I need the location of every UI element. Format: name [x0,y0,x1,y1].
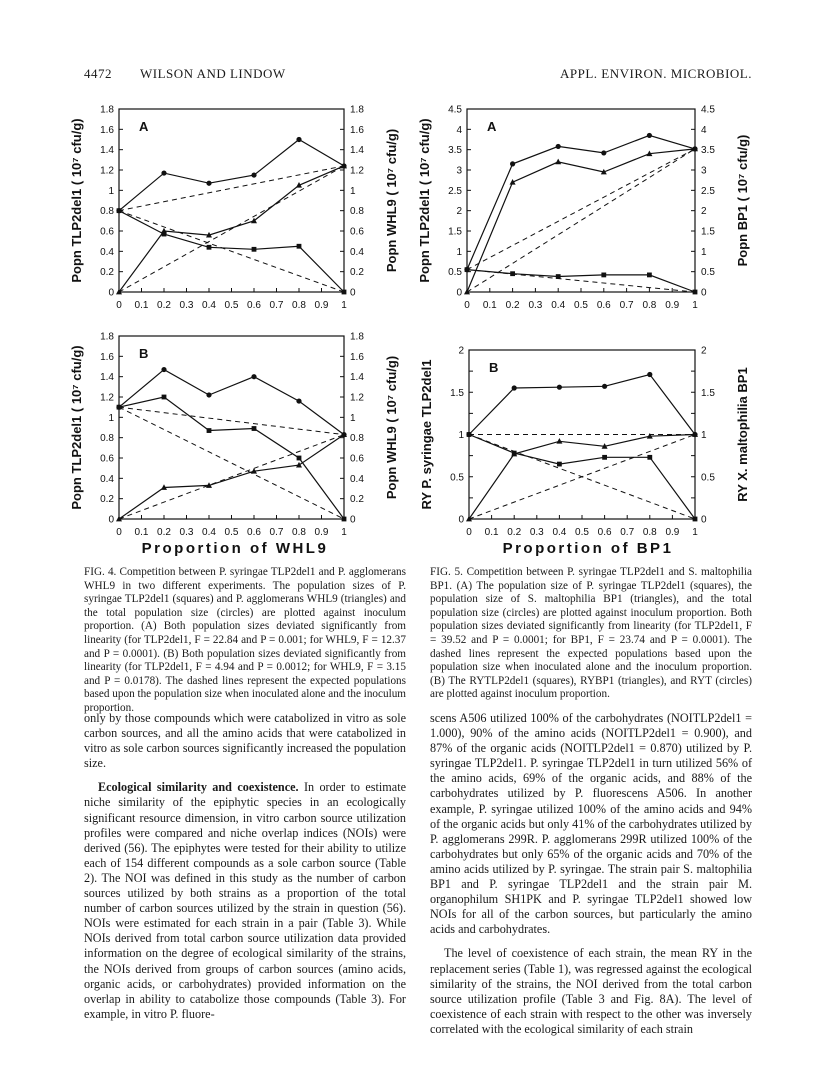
data-point-square [117,405,122,410]
series-line-circle [119,370,344,435]
y-tick-label-left: 0.6 [100,226,114,238]
y-tick-label-left: 0 [108,514,114,526]
data-point-square [252,247,257,252]
data-point-triangle [555,159,561,165]
y-tick-label-right: 4 [701,124,707,136]
left-text-column [84,711,406,1022]
x-tick-label: 0.8 [292,300,306,311]
y-axis-title-right: Popn WHL9 ( 10⁷ cfu/g) [384,355,399,500]
data-point-square [117,208,122,213]
expected-dashed-line [119,407,344,519]
right-paragraph-2: The level of coexistence of each strain, the mean RY in the replacement series (Table 1), was regressed against the ecological similarity of the strains, the NOI derived from the total carbon source utilization profile (Table 3 and Fig. 8A). The level of coexistence of each strain with respect to the other was inversely correlated with the ecological similarity of each strain [430,946,752,1036]
y-tick-label-left: 1 [108,412,114,424]
y-tick-label-right: 0.5 [701,472,715,484]
y-tick-label-left: 1 [108,185,114,197]
y-axis-title-right: RY X. maltophilia BP1 [735,367,750,502]
y-tick-label-right: 0 [701,514,707,526]
y-tick-label-right: 1.8 [350,104,364,116]
y-tick-label-left: 0.8 [100,433,114,445]
data-point-square [297,456,302,461]
x-tick-label: 0 [466,527,472,538]
x-tick-label: 0.4 [552,527,567,538]
expected-dashed-line [119,166,344,292]
y-axis-title-right: Popn BP1 ( 10⁷ cfu/g) [735,134,750,267]
x-tick-label: 0.5 [575,527,589,538]
data-point-circle [251,172,256,177]
y-axis-title-left: RY P. syringae TLP2del1 [419,359,434,510]
y-tick-label-left: 0 [108,287,114,299]
y-tick-label-right: 0 [350,514,356,526]
x-tick-label: 0.7 [620,527,635,538]
x-tick-label: 0.4 [202,527,216,538]
y-tick-label-right: 1 [350,185,356,197]
y-tick-label-right: 1.6 [350,351,364,363]
y-axis-title-left: Popn TLP2del1 ( 10⁷ cfu/g) [69,118,84,283]
y-tick-label-left: 0.2 [100,494,114,506]
x-tick-label: 0.1 [134,527,149,538]
x-tick-label: 0.2 [157,527,171,538]
x-tick-label: 0.6 [247,300,261,311]
y-tick-label-right: 0.2 [350,494,364,506]
y-tick-label-right: 0.8 [350,433,364,445]
y-tick-label-left: 1.2 [100,392,114,404]
data-point-circle [161,170,166,175]
expected-dashed-line [119,211,344,292]
y-tick-label-right: 1.6 [350,124,364,136]
x-tick-label: 0.4 [202,300,216,311]
y-tick-label-left: 2 [458,345,464,357]
y-tick-label-right: 1.4 [350,145,364,157]
data-point-circle [602,384,607,389]
y-tick-label-right: 1.4 [350,372,364,384]
y-tick-label-left: 3 [456,165,462,177]
data-point-circle [161,367,166,372]
series-line-circle [467,135,695,269]
y-tick-label-right: 1.5 [701,226,715,238]
y-tick-label-right: 1.2 [350,392,364,404]
figure-4-xlabel-wrap [64,536,404,560]
page-number: 4472 [84,66,112,81]
data-point-square [252,426,257,431]
data-point-circle [296,398,301,403]
x-tick-label: 0.8 [642,300,657,311]
y-tick-label-left: 1.2 [100,165,114,177]
data-point-square [601,273,606,278]
y-tick-label-right: 2.5 [701,185,715,197]
y-tick-label-right: 0.2 [350,267,364,279]
expected-dashed-line [119,435,344,519]
figure-5a-chart [412,95,762,317]
y-axis-title-left: Popn TLP2del1 ( 10⁷ cfu/g) [417,118,432,283]
y-tick-label-right: 2 [701,206,707,218]
y-tick-label-left: 0 [456,287,462,299]
panel-letter: B [139,346,149,361]
y-tick-label-right: 0.4 [350,473,364,485]
x-tick-label: 0.1 [134,300,149,311]
running-authors: WILSON AND LINDOW [140,66,286,81]
y-tick-label-right: 1.5 [701,387,715,399]
y-tick-label-left: 0.5 [450,472,464,484]
y-tick-label-right: 3.5 [701,145,715,157]
figure-5-xlabel: Proportion of BP1 [502,540,674,557]
y-tick-label-right: 4.5 [701,104,715,116]
series-line-circle [119,140,344,211]
data-point-circle [601,150,606,155]
data-point-square [693,290,698,295]
data-point-circle [647,372,652,377]
figure-5-xlabel-wrap [412,536,762,560]
x-tick-label: 1 [692,527,698,538]
figure-4-caption-text: FIG. 4. Competition between P. syringae TLP2del1 and P. agglomerans WHL9 in two different experiments. The population sizes of P. syringae TLP2del1 (squares) and P. agglomerans WHL9 (triangles) and the total population size (circles) are plotted against inoculum proportion. (A) Both population sizes deviated significantly from linearity (for TLP2del1, F = 22.84 and P = 0.001; for WHL9, F = 12.37 and P = 0.0001). (B) Both population sizes deviated significantly from linearity (for TLP2del1, F = 4.94 and P = 0.0012; for WHL9, F = 3.15 and P = 0.0178). The dashed lines represent the expected populations based upon the population size when inoculated alone and the inoculum proportion. [84,566,406,714]
y-tick-label-left: 1 [456,246,462,258]
y-tick-label-left: 0 [458,514,464,526]
y-tick-label-left: 1.6 [100,351,114,363]
x-tick-label: 0.8 [642,527,657,538]
x-tick-label: 0.8 [292,527,306,538]
y-tick-label-left: 1.5 [450,387,464,399]
y-tick-label-left: 1.6 [100,124,114,136]
x-tick-label: 1 [341,527,347,538]
data-point-circle [556,144,561,149]
data-point-triangle [296,462,302,468]
x-tick-label: 0.3 [528,300,543,311]
plot-frame [467,109,695,292]
left-paragraph-2-text: In order to estimate niche similarity of the epiphytic species in an ecologically significant resource dimension, in vitro carbon source utilization profiles were compared and niche overlap indices (NOIs) were derived (56). The epiphytes were tested for their ability to utilize each of 154 different compounds as a sole carbon source (Table 2). The NOI was defined in this study as the number of carbon sources utilized by both strains as a proportion of the total number of carbon sources utilized by the strain in question (56). NOIs were estimated for each strain in a pair (Table 3). While NOIs derived from total carbon source utilization data provided information on the degree of ecological similarity of the strains, the NOIs derived from groups of carbon sources (amino acids, organic acids, or carbohydrates) provided information on the overlap in ability to catabolize those compounds (Table 3). For example, in vitro P. fluore- [84,780,406,1021]
x-tick-label: 0.7 [269,300,284,311]
data-point-square [207,428,212,433]
y-tick-label-right: 0.6 [350,226,364,238]
x-tick-label: 0 [464,300,470,311]
y-tick-label-left: 1.5 [448,226,462,238]
left-paragraph-2 [84,780,406,1022]
x-tick-label: 0.7 [269,527,284,538]
y-tick-label-left: 0.4 [100,246,114,258]
y-tick-label-left: 0.2 [100,267,114,279]
figure-5-caption [430,566,752,702]
data-point-square [693,517,698,522]
running-journal: APPL. ENVIRON. MICROBIOL. [560,66,752,81]
x-tick-label: 0.2 [157,300,171,311]
figure-4b-chart [64,322,404,544]
y-tick-label-right: 1 [701,430,707,441]
y-tick-label-left: 4 [456,124,462,136]
data-point-square [647,455,652,460]
x-tick-label: 0.1 [484,527,499,538]
x-tick-label: 0.5 [224,527,239,538]
x-tick-label: 0.3 [179,527,194,538]
data-point-square [557,462,562,467]
data-point-square [465,267,470,272]
figure-4-xlabel: Proportion of WHL9 [141,540,329,557]
section-heading: Ecological similarity and coexistence. [98,780,299,795]
x-tick-label: 1 [341,300,347,311]
data-point-square [342,290,347,295]
x-tick-label: 0.9 [665,527,680,538]
x-tick-label: 0.9 [665,300,680,311]
x-tick-label: 0.3 [179,300,194,311]
y-tick-label-left: 2 [456,206,462,218]
y-tick-label-left: 1.8 [100,104,114,116]
data-point-circle [206,181,211,186]
data-point-circle [206,392,211,397]
x-tick-label: 0.1 [482,300,497,311]
panel-letter: A [487,119,497,134]
y-tick-label-left: 1 [458,430,464,441]
y-tick-label-right: 0.5 [701,267,715,279]
x-tick-label: 0.4 [551,300,566,311]
plot-frame [119,336,344,519]
y-tick-label-left: 2.5 [448,185,462,197]
y-tick-label-right: 0.4 [350,246,364,258]
data-point-square [342,517,347,522]
y-tick-label-right: 0.6 [350,453,364,465]
y-tick-label-right: 3 [701,165,707,177]
x-tick-label: 0.9 [314,300,329,311]
series-line-circle [469,375,695,435]
y-tick-label-left: 0.5 [448,267,462,279]
y-tick-label-right: 1.8 [350,331,364,343]
data-point-circle [296,137,301,142]
expected-dashed-line [119,166,344,211]
right-text-column [430,711,752,1037]
x-tick-label: 0.7 [619,300,634,311]
data-point-square [510,271,515,276]
y-tick-label-left: 1.8 [100,331,114,343]
x-tick-label: 0.5 [224,300,239,311]
data-point-square [467,432,472,437]
y-tick-label-left: 0.6 [100,453,114,465]
x-tick-label: 0.6 [597,527,612,538]
y-tick-label-right: 1.2 [350,165,364,177]
x-tick-label: 0.2 [505,300,520,311]
data-point-circle [557,385,562,390]
right-paragraph-1: scens A506 utilized 100% of the carbohydrates (NOITLP2del1 = 1.000), 90% of the amino acids (NOITLP2del1 = 0.900), and 87% of the organic acids (NOITLP2del1 = 0.870) utilized by P. syringae TLP2del1. P. syringae TLP2del1 in turn utilized 56% of the amino acids, 69% of the organic acids, and 88% of the carbohydrates utilized by P. fluorescens A506. In another example, P. syringae utilized 100% of the amino acids and 94% of the organic acids but only 41% of the carbohydrates utilized by P. agglomerans 299R. P. agglomerans 299R utilized 100% of the carbohydrates but only 65% of the organic acids and 70% of the amino acids utilized by P. syringae. The strain pair S. maltophilia BP1 and P. syringae TLP2del1 and the strain pair M. organophilum SH1PK and P. syringae TLP2del1 showed low NOIs for all of the carbon sources, but particularly the amino acids and carbohydrates. [430,711,752,937]
y-tick-label-right: 1 [701,246,707,258]
data-point-circle [510,161,515,166]
x-tick-label: 0.6 [596,300,611,311]
y-tick-label-right: 2 [701,345,707,357]
x-tick-label: 0 [116,527,122,538]
y-tick-label-left: 3.5 [448,145,462,157]
y-tick-label-right: 0 [350,287,356,299]
x-tick-label: 0 [116,300,122,311]
y-tick-label-right: 0.8 [350,206,364,218]
y-tick-label-left: 0.4 [100,473,114,485]
figure-5-caption-text: FIG. 5. Competition between P. syringae TLP2del1 and S. maltophilia BP1. (A) The population size of P. syringae TLP2del1 (squares), the population size of S. maltophilia BP1 (triangles), and the total population size (circles) are plotted against inoculum proportion. Both population sizes deviated significantly from linearity (for TLP2del1, F = 39.52 and P = 0.0001; for BP1, F = 23.74 and P = 0.0001). The dashed lines represent the expected populations based upon the population size when inoculated alone and the inoculum proportion. (B) The RYTLP2del1 (squares), RYBP1 (triangles), and RYT (circles) are plotted against inoculum proportion. [430,566,752,701]
figure-4a-chart [64,95,404,317]
data-point-triangle [556,438,562,444]
data-point-square [162,395,167,400]
data-point-square [602,455,607,460]
figure-5b-chart [412,322,762,544]
y-tick-label-left: 4.5 [448,104,462,116]
data-point-square [647,273,652,278]
x-tick-label: 0.2 [507,527,522,538]
data-point-square [207,245,212,250]
y-tick-label-right: 1 [350,412,356,424]
y-tick-label-right: 0 [701,287,707,299]
data-point-circle [512,385,517,390]
y-axis-title-left: Popn TLP2del1 ( 10⁷ cfu/g) [69,345,84,510]
data-point-square [297,244,302,249]
x-tick-label: 0.9 [314,527,329,538]
x-tick-label: 0.3 [529,527,544,538]
expected-dashed-line [467,149,695,292]
figure-4-caption [84,566,406,716]
y-axis-title-right: Popn WHL9 ( 10⁷ cfu/g) [384,128,399,273]
data-point-square [556,274,561,279]
expected-dashed-line [119,407,344,434]
panel-letter: B [489,360,499,375]
data-point-circle [647,133,652,138]
plot-frame [119,109,344,292]
x-tick-label: 1 [692,300,698,311]
left-paragraph-1: only by those compounds which were catabolized in vitro as sole carbon sources, and all the amino acids that were catabolized in vitro as sole carbon sources significantly increased the population size. [84,711,406,771]
panel-letter: A [139,119,149,134]
y-tick-label-left: 1.4 [100,372,114,384]
x-tick-label: 0.6 [247,527,261,538]
y-tick-label-left: 1.4 [100,145,114,157]
y-tick-label-left: 0.8 [100,206,114,218]
data-point-circle [251,374,256,379]
x-tick-label: 0.5 [574,300,588,311]
